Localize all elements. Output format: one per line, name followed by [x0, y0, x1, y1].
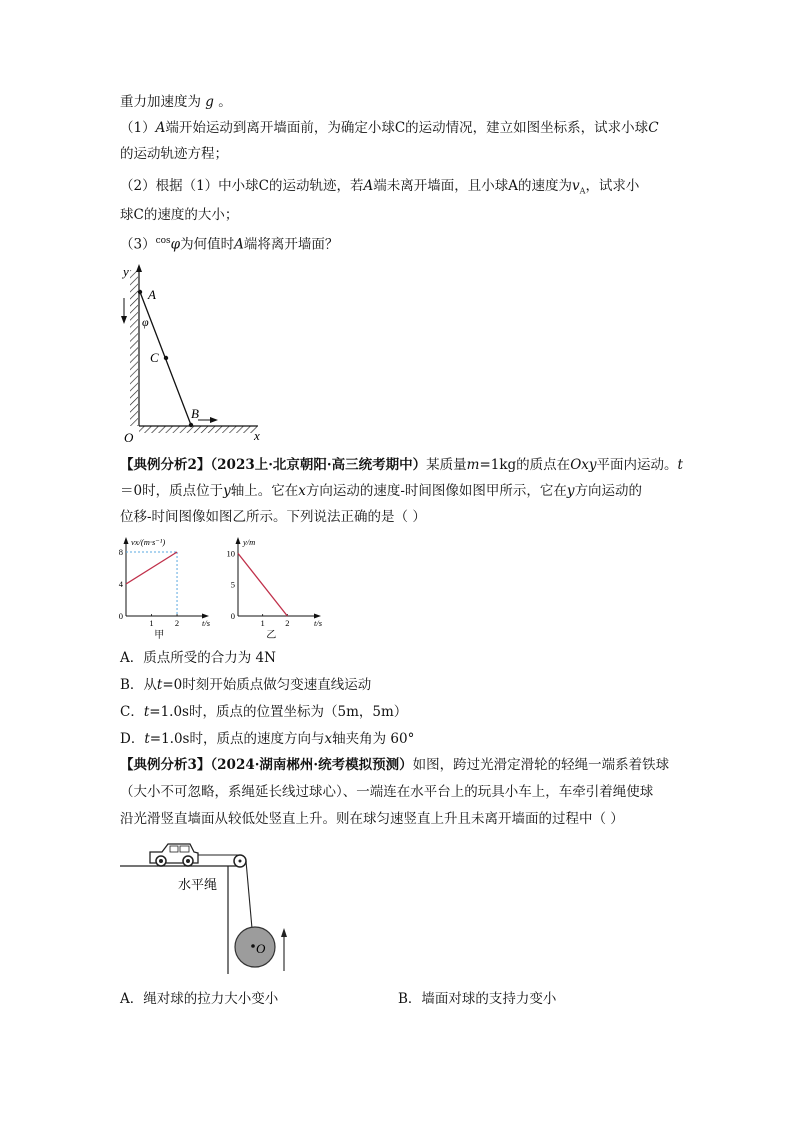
y-axis-arrow: [124, 537, 129, 544]
text: 位移-时间图像如图乙所示。下列说法正确的是（ ）: [120, 509, 426, 525]
q1-line-2: [120, 144, 228, 164]
down-arrow-head: [121, 316, 127, 324]
ball-center: [251, 944, 255, 948]
y-axis-label: y/m: [243, 537, 256, 547]
label-y: y: [123, 264, 129, 279]
chart-title: 乙: [266, 630, 277, 641]
symbol: A: [234, 236, 244, 253]
text: C．: [120, 704, 144, 720]
text: （1）: [120, 120, 156, 136]
p3-line-1: [120, 755, 669, 775]
text: （大小不可忽略，系绳延长线过球心）、一端连在水平台上的玩具小车上，车牵引着绳使球: [120, 784, 654, 800]
text: 的运动轨迹方程；: [120, 146, 228, 162]
symbol-x: x: [324, 731, 333, 747]
q2-line-1: [120, 176, 639, 202]
ladder-figure: [110, 262, 280, 447]
y-tick-label: 10: [226, 548, 235, 559]
floor-hatch: [139, 426, 257, 433]
label-B: B: [191, 406, 199, 421]
x-tick-label: 1: [260, 618, 265, 628]
up-arrow-head: [281, 928, 287, 937]
text: （2）根据（1）中小球C的运动轨迹，若: [120, 178, 364, 194]
iron-ball: [235, 927, 275, 967]
p3-line-3: [120, 809, 624, 829]
p3-line-2: [120, 782, 653, 802]
p2-line-2: [120, 481, 642, 501]
symbol-t: t: [156, 677, 163, 693]
text: =1.0s时，质点的速度方向与: [149, 731, 325, 747]
text: 为何值时: [180, 236, 235, 253]
x-tick-label: 2: [285, 618, 290, 628]
example-tag: 【典例分析2】: [120, 457, 211, 473]
text: 端开始运动到离开墙面前，为确定小球C的运动情况，建立如图坐标系，试求小球: [165, 120, 649, 136]
text: =1.0s时，质点的位置坐标为（5m，5m）: [149, 704, 408, 720]
p2-line-3: [120, 507, 426, 527]
y-axis-label: vx/(m·s⁻¹): [131, 537, 166, 547]
p2-line-1: [120, 455, 683, 475]
q3-line: [120, 231, 338, 255]
y-axis-arrow: [236, 537, 241, 544]
option-a[interactable]: [120, 646, 276, 666]
chart-title: 甲: [154, 630, 165, 641]
symbol-y: y: [223, 483, 231, 499]
wall-hatch: [130, 270, 138, 426]
label-x: x: [254, 428, 260, 443]
y-tick-label: 4: [118, 579, 123, 589]
x-axis-label: t/s: [314, 618, 323, 628]
point-A: [138, 290, 142, 294]
point-C: [164, 356, 168, 360]
y-tick-label: 0: [230, 611, 235, 621]
option-b[interactable]: [398, 987, 556, 1007]
y-axis-arrow: [136, 264, 142, 272]
text: 方向运动的: [574, 483, 643, 499]
y-tick-label: 0: [118, 611, 123, 621]
x-tick-label: 1: [149, 618, 154, 628]
label-A: A: [148, 287, 156, 302]
text: （3）: [120, 236, 156, 253]
symbol-y: y: [566, 483, 575, 499]
text: 端将离开墙面？: [243, 236, 339, 253]
right-arrow-head: [210, 417, 218, 423]
series-line: [238, 553, 287, 616]
text: 轴夹角为 60°: [332, 731, 415, 747]
symbol-t: t: [677, 457, 683, 473]
text: ，试求小: [585, 178, 640, 194]
symbol-g: g: [205, 94, 214, 110]
option-b[interactable]: [120, 673, 371, 693]
chart-yi: [224, 536, 324, 644]
source: （2023上·北京朝阳·高三统考期中）: [210, 457, 427, 473]
q2-line-2: [120, 205, 238, 225]
text: 如图，跨过光滑定滑轮的轻绳一端系着铁球: [412, 757, 670, 773]
symbol-x: x: [298, 483, 306, 499]
symbol-phi: φ: [170, 236, 181, 253]
text: 。: [218, 94, 232, 110]
cos: cos: [155, 236, 171, 246]
subscript: A: [579, 186, 586, 196]
text: 方向运动的速度-时间图像如图甲所示，它在: [305, 483, 567, 499]
text: 某质量: [426, 457, 467, 473]
symbol-oxy: Oxy: [570, 457, 597, 473]
text: ＝0时，质点位于: [120, 483, 224, 499]
source: （2024·湖南郴州·统考模拟预测）: [210, 757, 413, 773]
symbol-t: t: [143, 704, 150, 720]
y-tick-label: 8: [118, 547, 123, 557]
pulley-axle: [239, 860, 242, 863]
text: B．从: [120, 677, 157, 693]
x-axis-label: t/s: [202, 618, 211, 628]
text: 球C的速度的大小；: [120, 207, 239, 223]
label-O: O: [256, 941, 266, 956]
toy-car-icon: [150, 844, 198, 866]
option-a-label: A．质点所受的合力为 4N: [120, 650, 276, 666]
symbol-v: v: [572, 178, 580, 194]
pulley-figure: [118, 836, 308, 976]
point-B: [189, 423, 193, 427]
option-b-label: B．墙面对球的支持力变小: [398, 991, 557, 1007]
q1-line-1: [120, 118, 659, 138]
text: 沿光滑竖直墙面从较低处竖直上升。则在球匀速竖直上升且未离开墙面的过程中（ ）: [120, 811, 624, 827]
symbol: A: [363, 178, 374, 194]
symbol-m: m: [466, 457, 480, 473]
series-line: [126, 552, 177, 584]
option-c[interactable]: [120, 700, 407, 720]
text: =0时刻开始质点做匀变速直线运动: [162, 677, 372, 693]
symbol: A: [155, 120, 166, 136]
y-tick-label: 5: [230, 579, 235, 590]
label-C: C: [150, 350, 159, 365]
text: 端未离开墙面，且小球A的速度为: [373, 178, 573, 194]
text: 重力加速度为: [120, 94, 201, 110]
label-phi: φ: [142, 315, 149, 329]
example-tag: 【典例分析3】: [120, 757, 211, 773]
symbol: C: [648, 120, 659, 136]
option-d[interactable]: [120, 727, 414, 747]
chart-jia: [112, 536, 212, 644]
option-a-label: A．绳对球的拉力大小变小: [120, 991, 279, 1007]
text: 轴上。它在: [230, 483, 299, 499]
text: =1kg的质点在: [479, 457, 571, 473]
x-tick-label: 2: [174, 618, 180, 628]
rope-label: 水平绳: [178, 877, 218, 892]
text: D．: [120, 731, 145, 747]
label-O: O: [124, 430, 134, 445]
text: 平面内运动。: [596, 457, 678, 473]
option-a[interactable]: [120, 987, 278, 1007]
gravity-line: [120, 92, 232, 112]
symbol-t: t: [144, 731, 150, 747]
